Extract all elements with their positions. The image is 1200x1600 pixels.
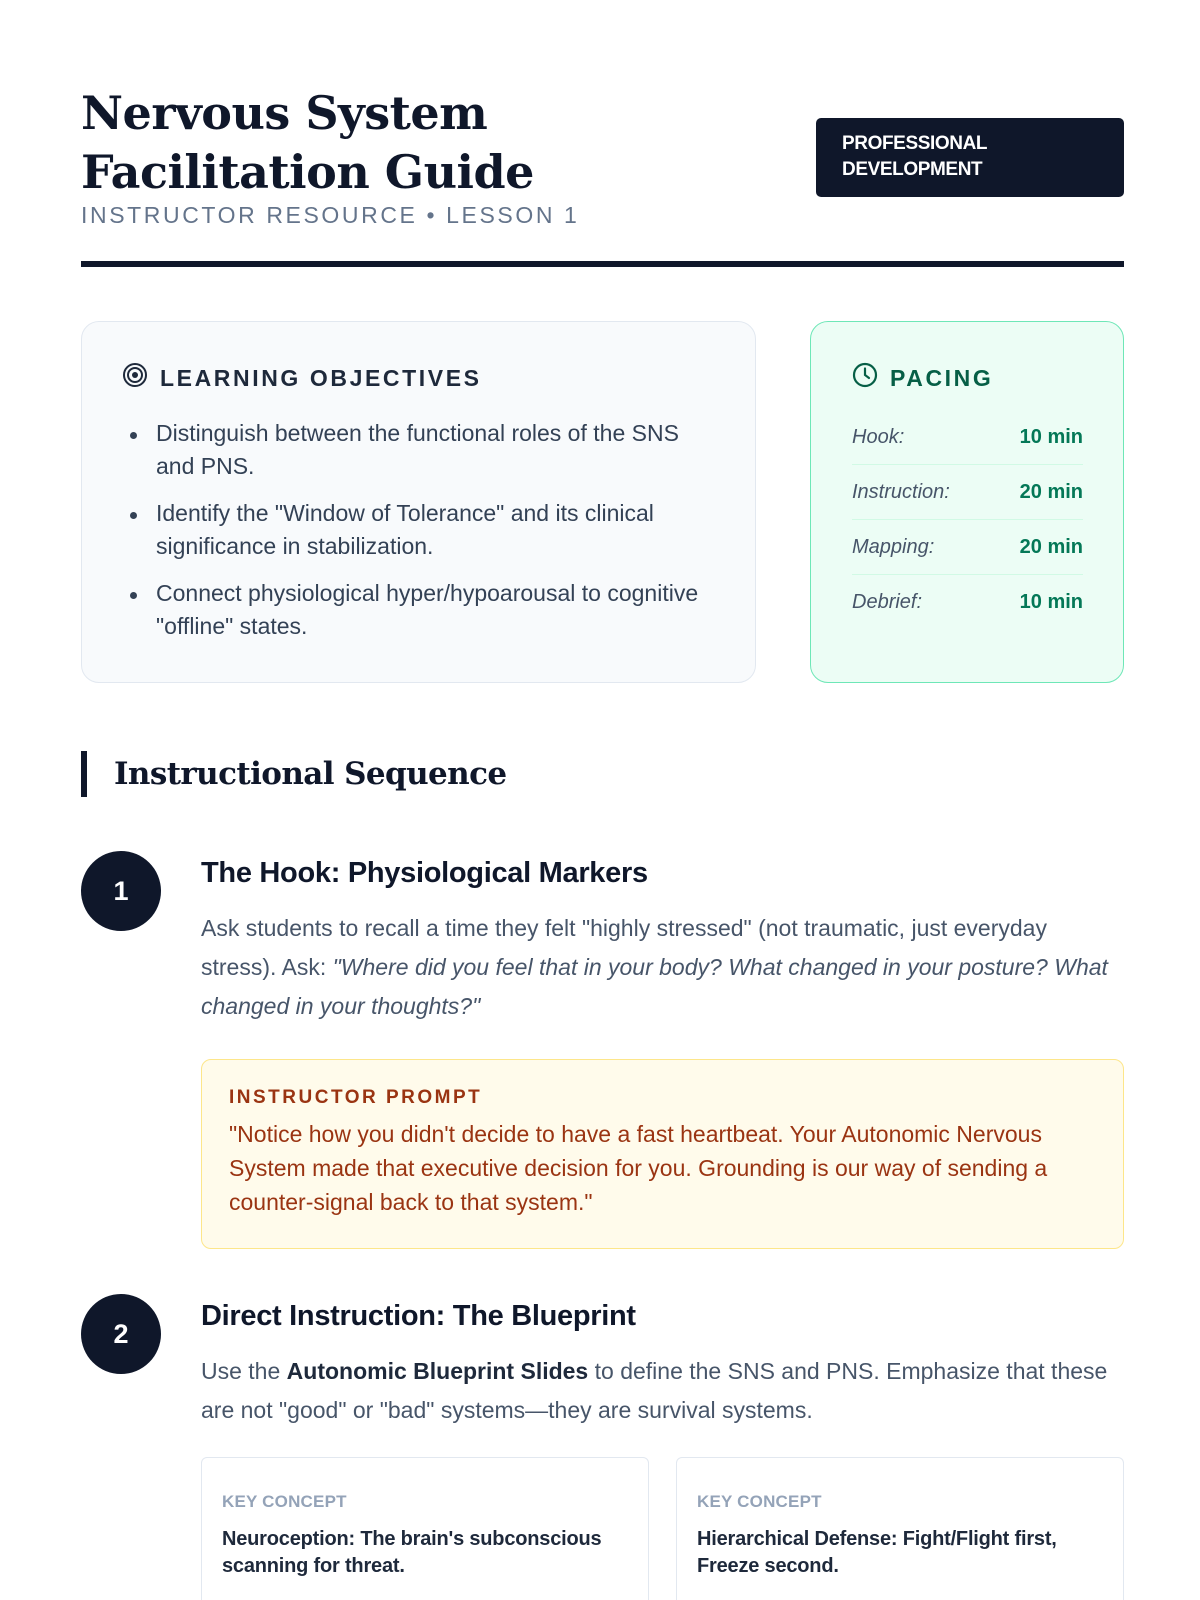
step-text: to define the SNS and PNS. Emphasize that these are not "good" or "bad" systems—they are survival systems.	[201, 1358, 1108, 1423]
pacing-label: Instruction:	[852, 480, 950, 503]
pacing-row	[852, 410, 1083, 465]
clock-icon	[852, 362, 878, 394]
pacing-label: Mapping:	[852, 535, 935, 558]
step-2	[201, 1298, 1124, 1430]
target-icon	[122, 362, 148, 394]
learning-objectives-title: LEARNING OBJECTIVES	[160, 364, 482, 391]
step-number-badge: 1	[81, 851, 161, 931]
key-concept-text: Hierarchical Defense: Fight/Flight first, Freeze second.	[697, 1528, 1057, 1577]
section-heading: Instructional Sequence	[81, 751, 507, 797]
key-concept-text: Neuroception: The brain's subconscious scanning for threat.	[222, 1528, 602, 1577]
instructor-prompt-text: "Notice how you didn't decide to have a fast heartbeat. Your Autonomic Nervous System made that executive decision for you. Grounding is our way of sending a counter-signal back to that system."	[229, 1121, 1048, 1215]
step-1	[201, 855, 1124, 1249]
pacing-label: Debrief:	[852, 591, 923, 613]
step-description	[201, 909, 1124, 1026]
step-description	[201, 1352, 1124, 1430]
pacing-value: 20 min	[1019, 535, 1083, 558]
objectives-list	[122, 417, 715, 643]
pacing-list	[852, 410, 1083, 630]
pacing-row	[852, 520, 1083, 575]
pacing-value: 10 min	[1019, 591, 1083, 613]
key-concepts-row	[201, 1457, 1124, 1600]
instructor-prompt-callout	[201, 1059, 1124, 1249]
pacing-value: 20 min	[1019, 480, 1083, 503]
page-header	[81, 84, 1124, 268]
objective-item: Distinguish between the functional roles of the SNS and PNS.	[122, 417, 715, 483]
learning-objectives-heading	[122, 362, 715, 394]
key-concept-label: KEY CONCEPT	[697, 1492, 822, 1511]
category-badge: PROFESSIONAL DEVELOPMENT	[816, 118, 1124, 197]
step-bold-text: Autonomic Blueprint Slides	[286, 1358, 589, 1384]
step-title: The Hook: Physiological Markers	[201, 857, 648, 889]
key-concept-label: KEY CONCEPT	[222, 1492, 347, 1511]
step-text: Use the	[201, 1358, 287, 1384]
pacing-card	[810, 321, 1124, 683]
objective-item: Identify the "Window of Tolerance" and its clinical significance in stabilization.	[122, 497, 715, 563]
header-divider	[81, 261, 1124, 267]
pacing-label: Hook:	[852, 425, 905, 448]
pacing-row	[852, 575, 1083, 630]
page-subtitle: INSTRUCTOR RESOURCE • LESSON 1	[81, 202, 580, 228]
pacing-row	[852, 465, 1083, 520]
pacing-title: PACING	[890, 364, 994, 391]
page-title: Nervous System Facilitation Guide	[81, 86, 534, 199]
pacing-heading	[852, 362, 1083, 394]
learning-objectives-card	[81, 321, 756, 683]
step-text: Ask students to recall a time they felt "highly stressed" (not traumatic, just everyday stress). Ask:	[201, 915, 1047, 980]
pacing-value: 10 min	[1019, 425, 1083, 448]
key-concept-card	[676, 1457, 1124, 1600]
objective-item: Connect physiological hyper/hypoarousal to cognitive "offline" states.	[122, 577, 715, 643]
instructor-prompt-label: INSTRUCTOR PROMPT	[229, 1087, 483, 1108]
step-title: Direct Instruction: The Blueprint	[201, 1300, 636, 1332]
step-quote: "Where did you feel that in your body? What changed in your posture? What changed in your thoughts?"	[201, 954, 1108, 1019]
step-number-badge: 2	[81, 1294, 161, 1374]
key-concept-card	[201, 1457, 649, 1600]
